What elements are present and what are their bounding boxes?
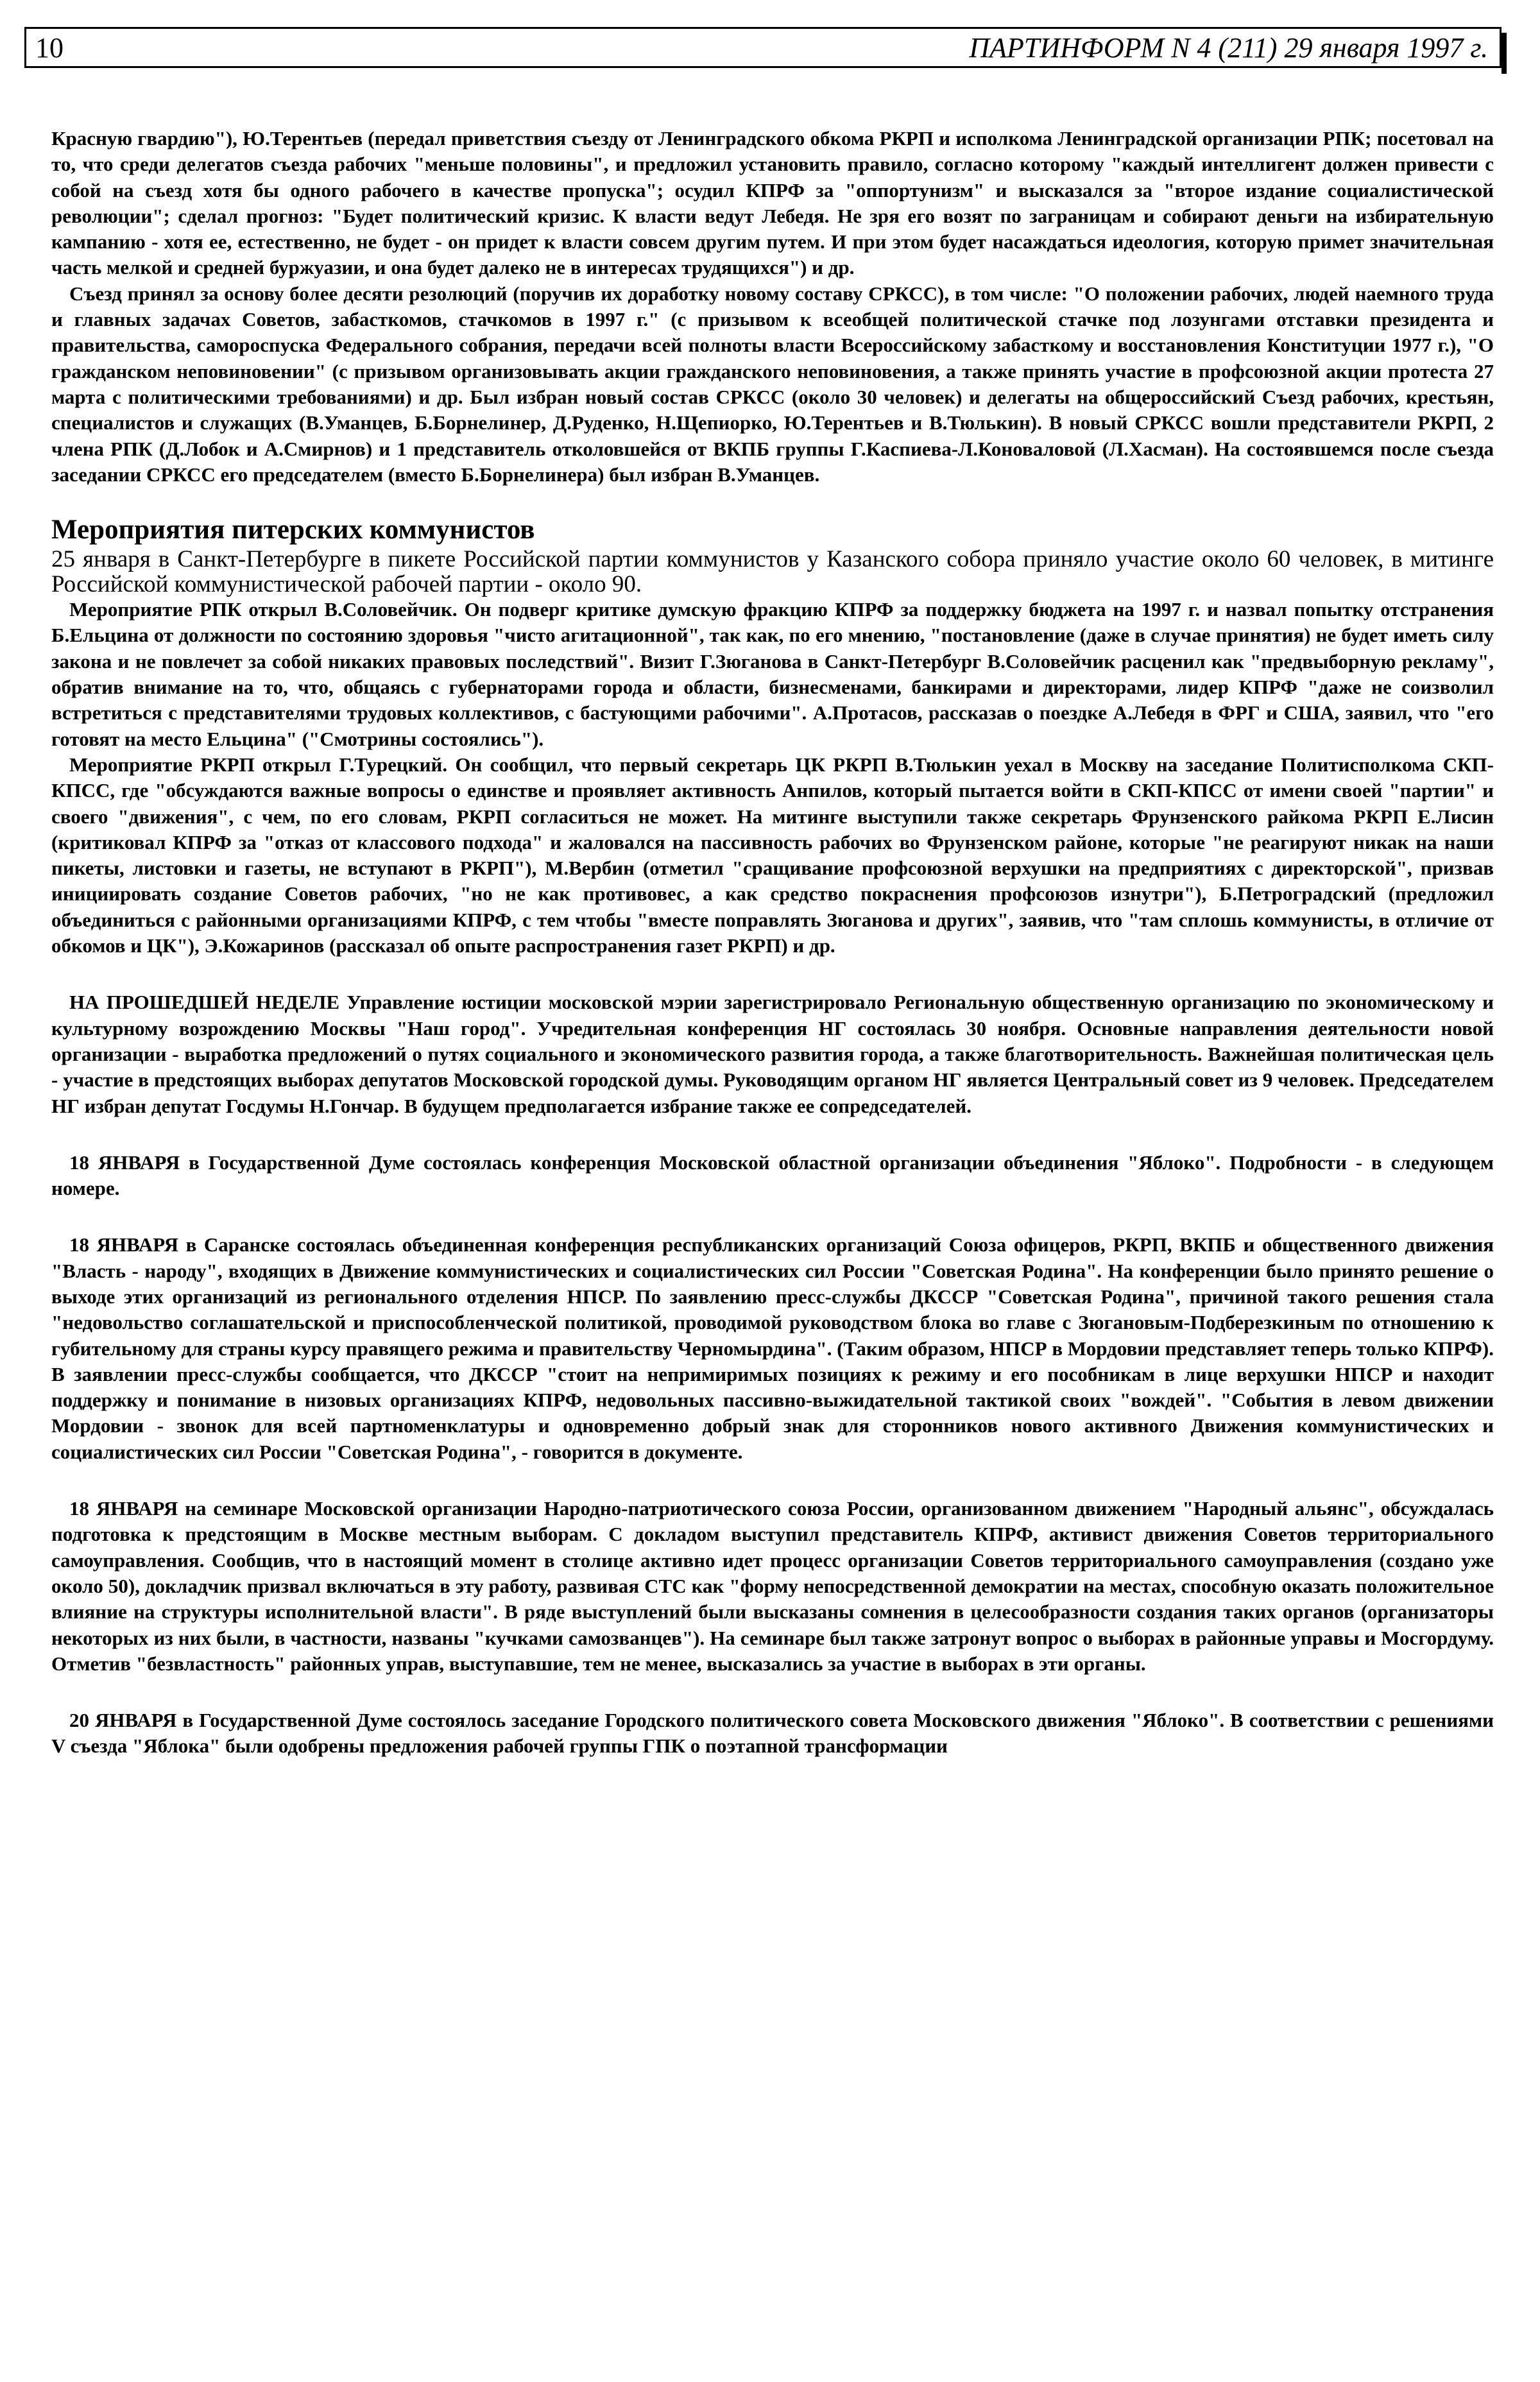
paragraph-nash-gorod: НА ПРОШЕДШЕЙ НЕДЕЛЕ Управление юстиции московской мэрии зарегистрировало Региональную общественную организацию по экономическому и культурному возрождению Москвы "Наш город". Учредительная конференция НГ состоялась 30 ноября. Основные направления деятельности новой организации - выработка предложений о путях социального и экономического развития города, а также благотворительность. Важнейшая политическая цель - участие в предстоящих выборах депутатов Московской городской думы. Руководящим органом НГ является Центральный совет из 9 человек. Председателем НГ избран депутат Госдумы Н.Гончар. В будущем предполагается избрание также ее сопредседателей. — [51, 991, 1494, 1117]
paragraph-congress-resolutions: Съезд принял за основу более десяти резолюций (поручив их доработку новому составу СРКСС), в том числе: "О положении рабочих, людей наемного труда и главных задачах Советов, забасткомов, стачкомов в 1997 г." (с призывом к всеобщей политической стачке под лозунгами отставки президента и правительства, самороспуска Федерального собрания, передачи всей полноты власти Всероссийскому забасткому и восстановления Конституции 1977 г.), "О гражданском неповиновении" (с призывом организовывать акции гражданского неповиновения, а также принять участие в профсоюзной акции протеста 27 марта с политическими требованиями) и др. Был избран новый состав СРКСС (около 30 человек) и делегаты на общероссийский Съезд рабочих, крестьян, специалистов и служащих (В.Уманцев, Б.Борнелинер, Д.Руденко, Н.Щепиорко, Ю.Терентьев и В.Тюлькин). В новый СРКСС вошли представители РКРП, 2 члена РПК (Д.Лобок и А.Смирнов) и 1 представитель отколовшейся от ВКПБ группы Г.Каспиева-Л.Коноваловой (Л.Хасман). На состоявшемся после съезда заседании СРКСС его председателем (вместо Б.Борнелинера) был избран В.Уманцев. — [51, 282, 1494, 486]
page-header — [24, 27, 1502, 68]
paragraph-yabloko-gps: 20 ЯНВАРЯ в Государственной Думе состоялось заседание Городского политического совета Московского движения "Яблоко". В соответствии с решениями V съезда "Яблока" были одобрены предложения рабочей группы ГПК о поэтапной трансформации — [51, 1709, 1494, 1758]
paragraph-saransk-conference: 18 ЯНВАРЯ в Саранске состоялась объединенная конференция республиканских организаций Союза офицеров, РКРП, ВКПБ и общественного движения "Власть - народу", входящих в Движение коммунистических и социалистических сил России "Советская Родина". На конференции было принято решение о выходе этих организаций из регионального отделения НПСР. По заявлению пресс-службы ДКССР "Советская Родина", причиной такого решения стала "недовольство соглашательской и приспособленческой политикой, проводимой руководством блока во главе с Зюгановым-Подберезкиным по отношению к губительному для страны курсу правящего режима и правительству Черномырдина". (Таким образом, НПСР в Мордовии представляет теперь только КПРФ). В заявлении пресс-службы сообщается, что ДКССР "стоит на непримиримых позициях к режиму и его пособникам в лице верхушки НПСР и находит поддержку и понимание в низовых организациях КПРФ, недовольных пассивно-выжидательной тактикой своих "вождей". "События в левом движении Мордовии - звонок для всей партноменклатуры и одновременно добрый знак для сторонников нового активного Движения коммунистических и социалистических сил России "Советская Родина", - говорится в документе. — [51, 1233, 1494, 1463]
running-title: ПАРТИНФОРМ N 4 (211) 29 января 1997 г. — [969, 31, 1488, 64]
page-number: 10 — [35, 31, 64, 64]
paragraph-rkrp-event: Мероприятие РКРП открыл Г.Турецкий. Он сообщил, что первый секретарь ЦК РКРП В.Тюлькин уехал в Москву на заседание Политисполкома СКП-КПСС, где "обсуждаются важные вопросы о единстве и проявляет активность Анпилов, который пытается войти в СКП-КПСС от имени своей "партии" и своего "движения", с чем, по его словам, РКРП согласиться не может. На митинге выступили также секретарь Фрунзенского райкома РКРП Е.Лисин (критиковал КПРФ за "отказ от классового подхода" и жаловался на пассивность рабочих во Фрунзенском районе, которые "не реагируют никак на наши пикеты, листовки и газеты, не вступают в РКРП"), М.Вербин (отметил "сращивание профсоюзной верхушки на предприятиях с директорской", призвав инициировать создание Советов рабочих, "но не как противовес, а как средство покраснения профсоюзов изнутри"), Б.Петроградский (предложил объединиться с районными организациями КПРФ, с тем чтобы "вместе поправлять Зюганова и других", заявив, что "там сплошь коммунисты, в отличие от обкомов и ЦК"), Э.Кожаринов (рассказал об опыте распространения газет РКРП) и др. — [51, 753, 1494, 957]
paragraph-rpk-event: Мероприятие РПК открыл В.Соловейчик. Он подверг критике думскую фракцию КПРФ за поддержку бюджета на 1997 г. и назвал попытку отстранения Б.Ельцина от должности по состоянию здоровья "чисто агитационной", так как, по его мнению, "постановление (даже в случае принятия) не будет иметь силу закона и не повлечет за собой никаких правовых последствий". Визит Г.Зюганова в Санкт-Петербург В.Соловейчик расценил как "предвыборную рекламу", обратив внимание на то, что, общаясь с губернаторами города и области, бизнесменами, банкирами и директорами, лидер КПРФ "даже не соизволил встретиться с представителями трудовых коллективов, с бастующими рабочими". А.Протасов, рассказав о поездке А.Лебедя в ФРГ и США, заявил, что "его готовят на место Ельцина" ("Смотрины состоялись"). — [51, 598, 1494, 750]
paragraph-congress-speeches: Красную гвардию"), Ю.Терентьев (передал приветствия съезду от Ленинградского обкома РКРП и исполкома Ленинградской организации РПК; посетовал на то, что среди делегатов съезда рабочих "меньше половины", и предложил установить правило, согласно которому "каждый интеллигент должен привести с собой на съезд хотя бы одного рабочего в качестве пропуска"; осудил КПРФ за "оппортунизм" и высказался за "второе издание социалистической революции"; сделал прогноз: "Будет политический кризис. К власти ведут Лебедя. Не зря его возят по заграницам и собирают деньги на избирательную кампанию - хотя ее, естественно, не будет - он придет к власти совсем другим путем. И при этом будет насаждаться идеология, которую примет значительная часть мелкой и средней буржуазии, и она будет далеко не в интересах трудящихся") и др. — [51, 127, 1494, 279]
section-lead: 25 января в Санкт-Петербурге в пикете Российской партии коммунистов у Казанского собора приняло участие около 60 человек, в митинге Российской коммунистической рабочей партии - около 90. — [51, 546, 1494, 598]
section-heading: Мероприятия питерских коммунистов — [51, 515, 535, 545]
paragraph-npsr-seminar: 18 ЯНВАРЯ на семинаре Московской организации Народно-патриотического союза России, организованном движением "Народный альянс", обсуждалась подготовка к предстоящим в Москве местным выборам. С докладом выступил представитель КПРФ, активист движения Советов территориального самоуправления. Сообщив, что в настоящий момент в столице активно идет процесс организации Советов территориального самоуправления (создано уже около 50), докладчик призвал включаться в эту работу, развивая СТС как "форму непосредственной демократии на местах, способную оказать положительное влияние на структуры исполнительной власти". В ряде выступлений были высказаны сомнения в целесообразности создания таких органов (организаторы некоторых из них были, в частности, названы "кучками самозванцев"). На семинаре был также затронут вопрос о выборах в районные управы и Мосгордуму. Отметив "безвластность" районных управ, выступавшие, тем не менее, высказались за участие в выборах в эти органы. — [51, 1497, 1494, 1675]
paragraph-yabloko-oblast: 18 ЯНВАРЯ в Государственной Думе состоялась конференция Московской областной организации объединения "Яблоко". Подробности - в следующем номере. — [51, 1151, 1494, 1200]
article-body — [51, 126, 1494, 1760]
